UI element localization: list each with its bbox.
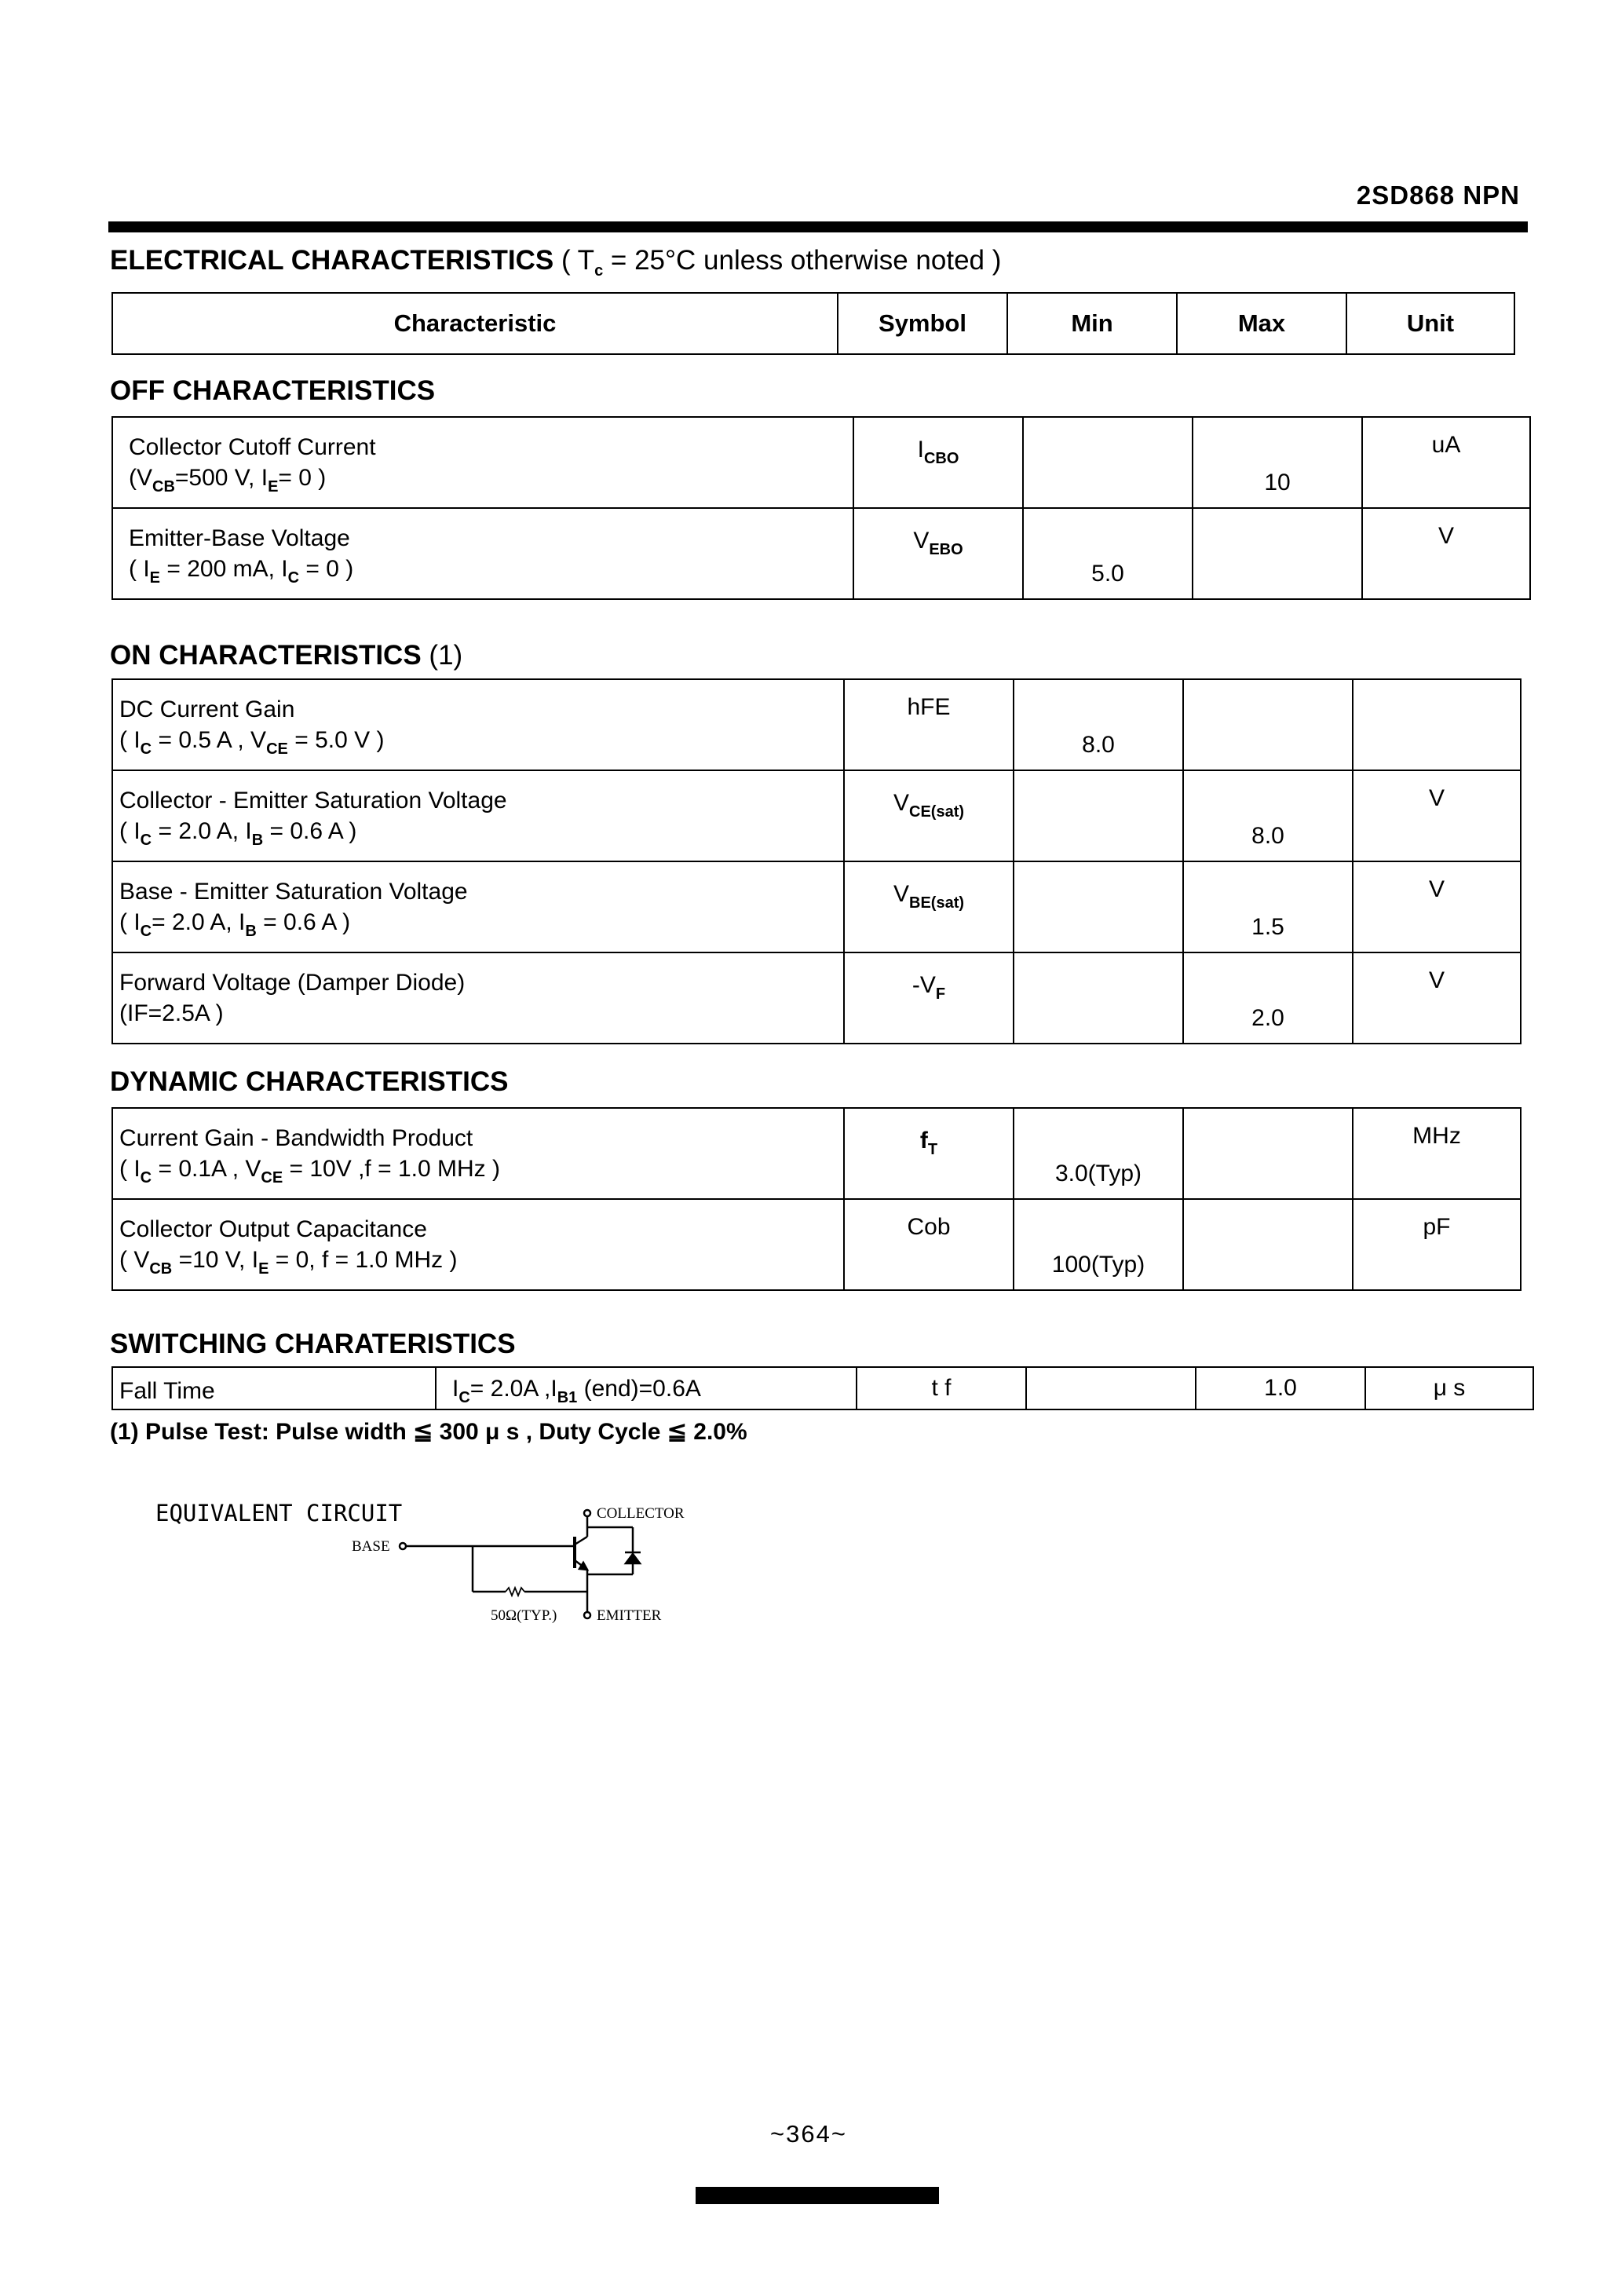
characteristic-cell: DC Current Gain ( $I_C = 0.5$ A , $V_{CE} = 5.0$ V ) [112, 679, 844, 770]
pulse-test-footnote: (1) Pulse Test: Pulse width ≦ 300 μ s , Duty Cycle ≦ 2.0% [110, 1419, 747, 1445]
symbol-cell: $I_{CBO}$ [853, 417, 1023, 508]
dynamic-section-title: DYNAMIC CHARACTERISTICS [110, 1066, 509, 1097]
unit-cell [1353, 679, 1521, 770]
max-cell: 1.5 [1183, 861, 1353, 952]
base-label: BASE [352, 1538, 390, 1555]
off-table [111, 416, 1531, 600]
characteristic-cell: Emitter-Base Voltage ( $I_E = 200$ mA, $I_C = 0$ ) [112, 508, 853, 599]
table-row [112, 1199, 1521, 1290]
emitter-label: EMITTER [597, 1607, 662, 1624]
on-table [111, 678, 1522, 1044]
min-cell [1014, 952, 1183, 1044]
table-row [112, 1108, 1521, 1199]
collector-label: COLLECTOR [597, 1505, 685, 1522]
col-max: Max [1177, 293, 1346, 354]
min-cell [1014, 770, 1183, 861]
equivalent-circuit-label: EQUIVALENT CIRCUIT [155, 1500, 403, 1526]
col-unit: Unit [1346, 293, 1514, 354]
top-rule [108, 221, 1528, 232]
table-row [112, 1367, 1533, 1409]
table-row [112, 952, 1521, 1044]
symbol-cell: t f [857, 1367, 1026, 1409]
unit-cell: uA [1362, 417, 1530, 508]
symbol-cell: $f_T$ [844, 1108, 1014, 1199]
unit-cell: MHz [1353, 1108, 1521, 1199]
min-cell: 5.0 [1023, 508, 1193, 599]
off-section-title: OFF CHARACTERISTICS [110, 375, 436, 406]
table-row [112, 679, 1521, 770]
bottom-rule [696, 2187, 939, 2204]
part-number: 2SD868 NPN [1356, 181, 1520, 210]
title-condition: ( $T_c = 25^\circ C$ unless otherwise noted ) [561, 245, 1002, 280]
characteristic-cell: Collector - Emitter Saturation Voltage ( $I_C = 2.0$ A, $I_B = 0.6$ A ) [112, 770, 844, 861]
characteristic-cell: Base - Emitter Saturation Voltage ( $I_C= 2.0$ A, $I_B = 0.6$ A ) [112, 861, 844, 952]
column-header-table [111, 292, 1515, 355]
characteristic-cell: Current Gain - Bandwidth Product ( $I_C = 0.1A$ , $V_{CE} = 10V$ ,f = 1.0 MHz ) [112, 1108, 844, 1199]
symbol-cell: $V_{BE(sat)}$ [844, 861, 1014, 952]
emitter-terminal [584, 1612, 590, 1618]
col-characteristic: Characteristic [112, 293, 838, 354]
electrical-characteristics-title [110, 245, 1001, 280]
symbol-cell: hFE [844, 679, 1014, 770]
resistor-label: 50Ω(TYP.) [491, 1607, 557, 1624]
table-row [112, 861, 1521, 952]
equivalent-circuit-diagram [338, 1496, 730, 1629]
condition-cell: $I_C= 2.0A$ $,I_{B1}$ (end)=0.6A [436, 1367, 857, 1409]
characteristic-cell: Collector Output Capacitance ( $V_{CB} =10$ V, $I_E = 0$, f = 1.0 MHz ) [112, 1199, 844, 1290]
symbol-cell: $-V_F$ [844, 952, 1014, 1044]
characteristic-cell: Forward Voltage (Damper Diode) (IF=2.5A ) [112, 952, 844, 1044]
min-cell: 100(Typ) [1014, 1199, 1183, 1290]
characteristic-cell: Fall Time [112, 1367, 436, 1409]
unit-cell: μ s [1365, 1367, 1533, 1409]
switching-section-title: SWITCHING CHARATERISTICS [110, 1329, 516, 1359]
page-number: ~364~ [770, 2120, 847, 2148]
max-cell [1193, 508, 1362, 599]
symbol-cell: Cob [844, 1199, 1014, 1290]
max-cell [1183, 1199, 1353, 1290]
max-cell [1183, 1108, 1353, 1199]
min-cell [1026, 1367, 1196, 1409]
col-symbol: Symbol [838, 293, 1007, 354]
table-row [112, 417, 1530, 508]
min-cell: 3.0(Typ) [1014, 1108, 1183, 1199]
table-row [112, 770, 1521, 861]
min-cell [1023, 417, 1193, 508]
unit-cell: V [1362, 508, 1530, 599]
unit-cell: V [1353, 770, 1521, 861]
table-row [112, 508, 1530, 599]
unit-cell: pF [1353, 1199, 1521, 1290]
max-cell: 8.0 [1183, 770, 1353, 861]
damper-diode [626, 1554, 640, 1563]
max-cell: 1.0 [1196, 1367, 1365, 1409]
base-terminal [400, 1543, 406, 1549]
title-text: ELECTRICAL CHARACTERISTICS [110, 245, 554, 276]
min-cell [1014, 861, 1183, 952]
col-min: Min [1007, 293, 1177, 354]
characteristic-cell: Collector Cutoff Current ($V_{CB}=500$ V, $I_E= 0$ ) [112, 417, 853, 508]
unit-cell: V [1353, 861, 1521, 952]
max-cell: 10 [1193, 417, 1362, 508]
collector-terminal [584, 1510, 590, 1516]
symbol-cell: $V_{CE(sat)}$ [844, 770, 1014, 861]
on-section-title: ON CHARACTERISTICS (1) [110, 640, 463, 671]
symbol-cell: $V_{EBO}$ [853, 508, 1023, 599]
resistor [506, 1588, 524, 1596]
min-cell: 8.0 [1014, 679, 1183, 770]
dynamic-table [111, 1107, 1522, 1291]
switching-table [111, 1366, 1534, 1410]
max-cell: 2.0 [1183, 952, 1353, 1044]
max-cell [1183, 679, 1353, 770]
unit-cell: V [1353, 952, 1521, 1044]
